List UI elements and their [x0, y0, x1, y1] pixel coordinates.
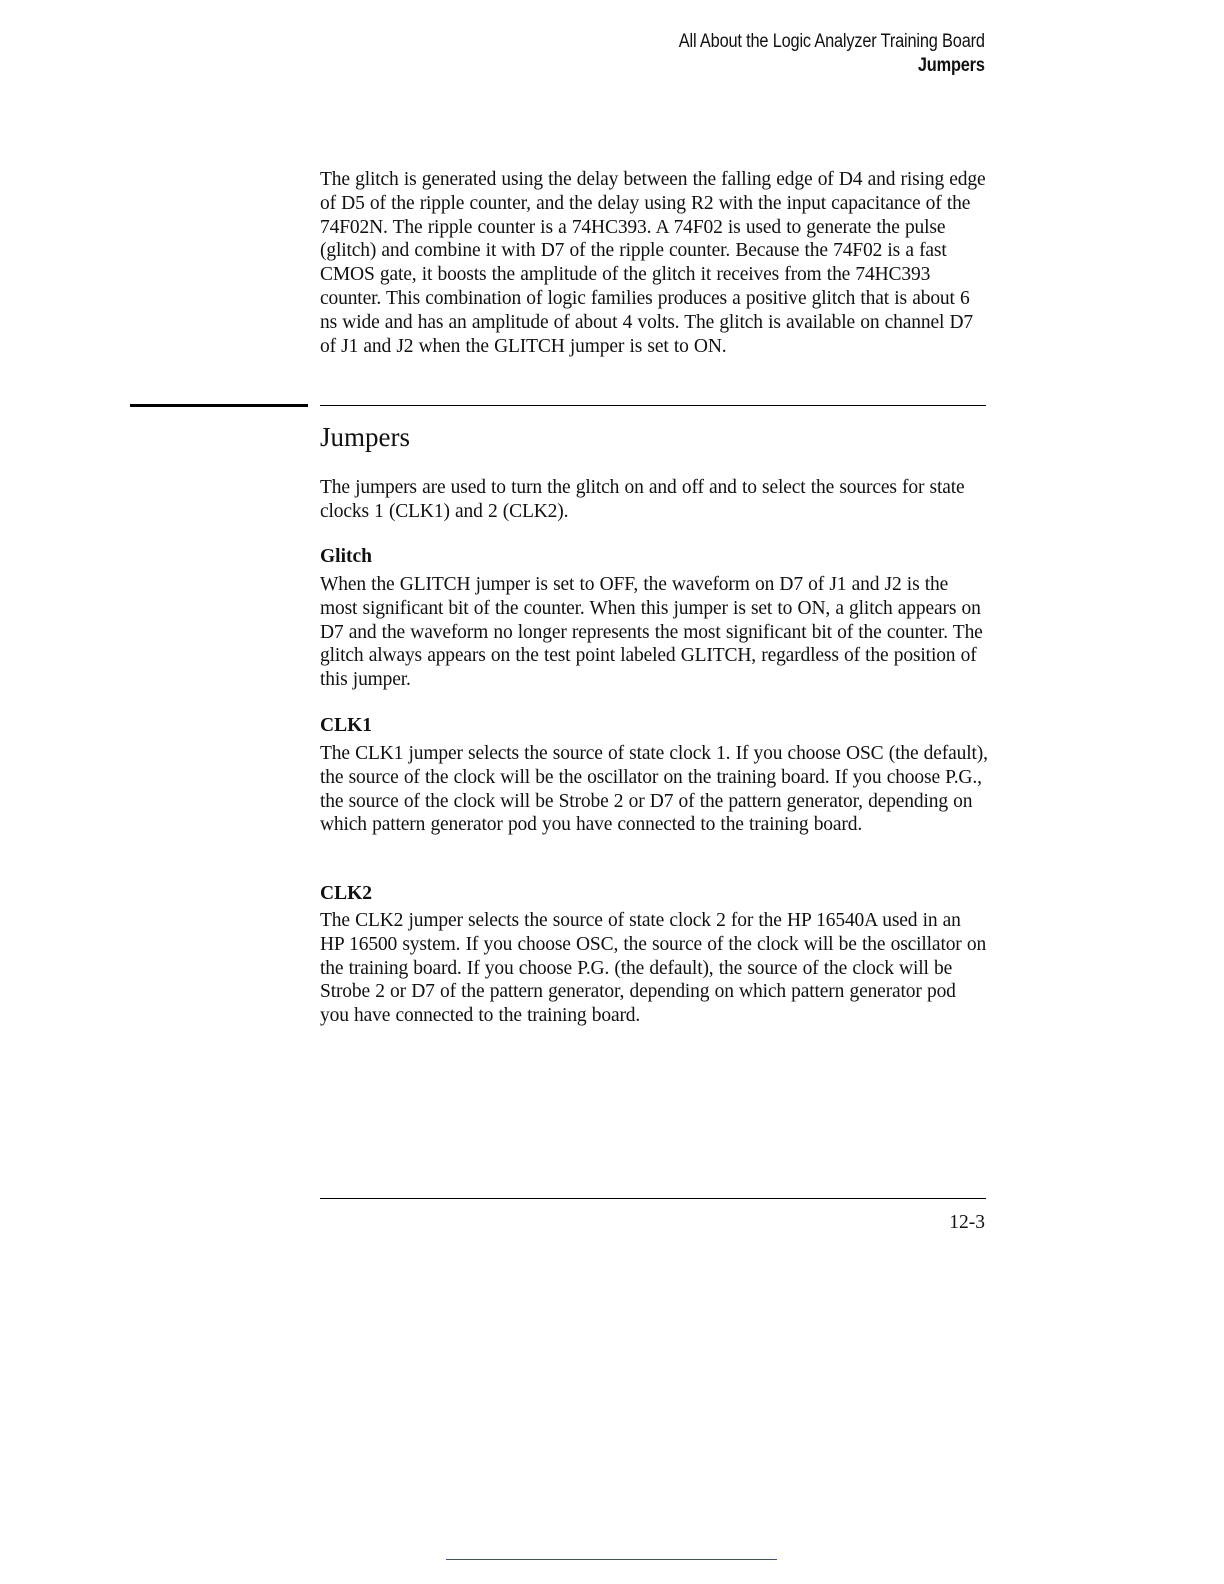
glitch-paragraph: When the GLITCH jumper is set to OFF, the waveform on D7 of J1 and J2 is the most significant bit of the counter. When this jumper is set to ON, a glitch appears on D7 and the waveform no longer represents the most significant bit of the counter. The glitch always appears on the test point labeled GLITCH, regardless of the position of this jumper.	[320, 574, 983, 691]
running-header	[679, 30, 985, 78]
footer-rule	[320, 1198, 986, 1199]
clk2-paragraph: The CLK2 jumper selects the source of state clock 2 for the HP 16540A used in an HP 16500 system. If you choose OSC, the source of the clock will be the oscillator on the training board. If you choose P.G. (the default), the source of the clock will be Strobe 2 or D7 of the pattern generator, depending on which pattern generator pod you have connected to the training board.	[320, 910, 987, 1027]
section-divider	[320, 405, 986, 406]
jumpers-intro-paragraph: The jumpers are used to turn the glitch on and off and to select the sources for state clocks 1 (CLK1) and 2 (CLK2).	[320, 477, 965, 522]
glitch-subheading: Glitch	[320, 546, 372, 567]
intro-paragraph: The glitch is generated using the delay between the falling edge of D4 and rising edge of D5 of the ripple counter, and the delay using R2 with the input capacitance of the 74F02N. The ripple counter is a 74HC393. A 74F02 is used to generate the pulse (glitch) and combine it with D7 of the ripple counter. Because the 74F02 is a fast CMOS gate, it boosts the amplitude of the glitch it receives from the 74HC393 counter. This combination of logic families produces a positive glitch that is about 6 ns wide and has an amplitude of about 4 volts. The glitch is available on channel D7 of J1 and J2 when the GLITCH jumper is set to ON.	[320, 169, 986, 357]
section-title-header: Jumpers	[918, 55, 985, 76]
clk1-subheading: CLK1	[320, 715, 373, 736]
chapter-title: All About the Logic Analyzer Training Board	[679, 31, 985, 52]
bottom-link-underline	[446, 1559, 777, 1560]
clk2-subheading: CLK2	[320, 883, 373, 904]
section-heading: Jumpers	[320, 422, 410, 452]
page-number: 12-3	[949, 1212, 985, 1233]
clk1-paragraph: The CLK1 jumper selects the source of state clock 1. If you choose OSC (the default), the source of the clock will be the oscillator on the training board. If you choose P.G., the source of the clock will be Strobe 2 or D7 of the pattern generator, depending on which pattern generator pod you have connected to the training board.	[320, 743, 988, 836]
margin-rule	[130, 404, 308, 407]
